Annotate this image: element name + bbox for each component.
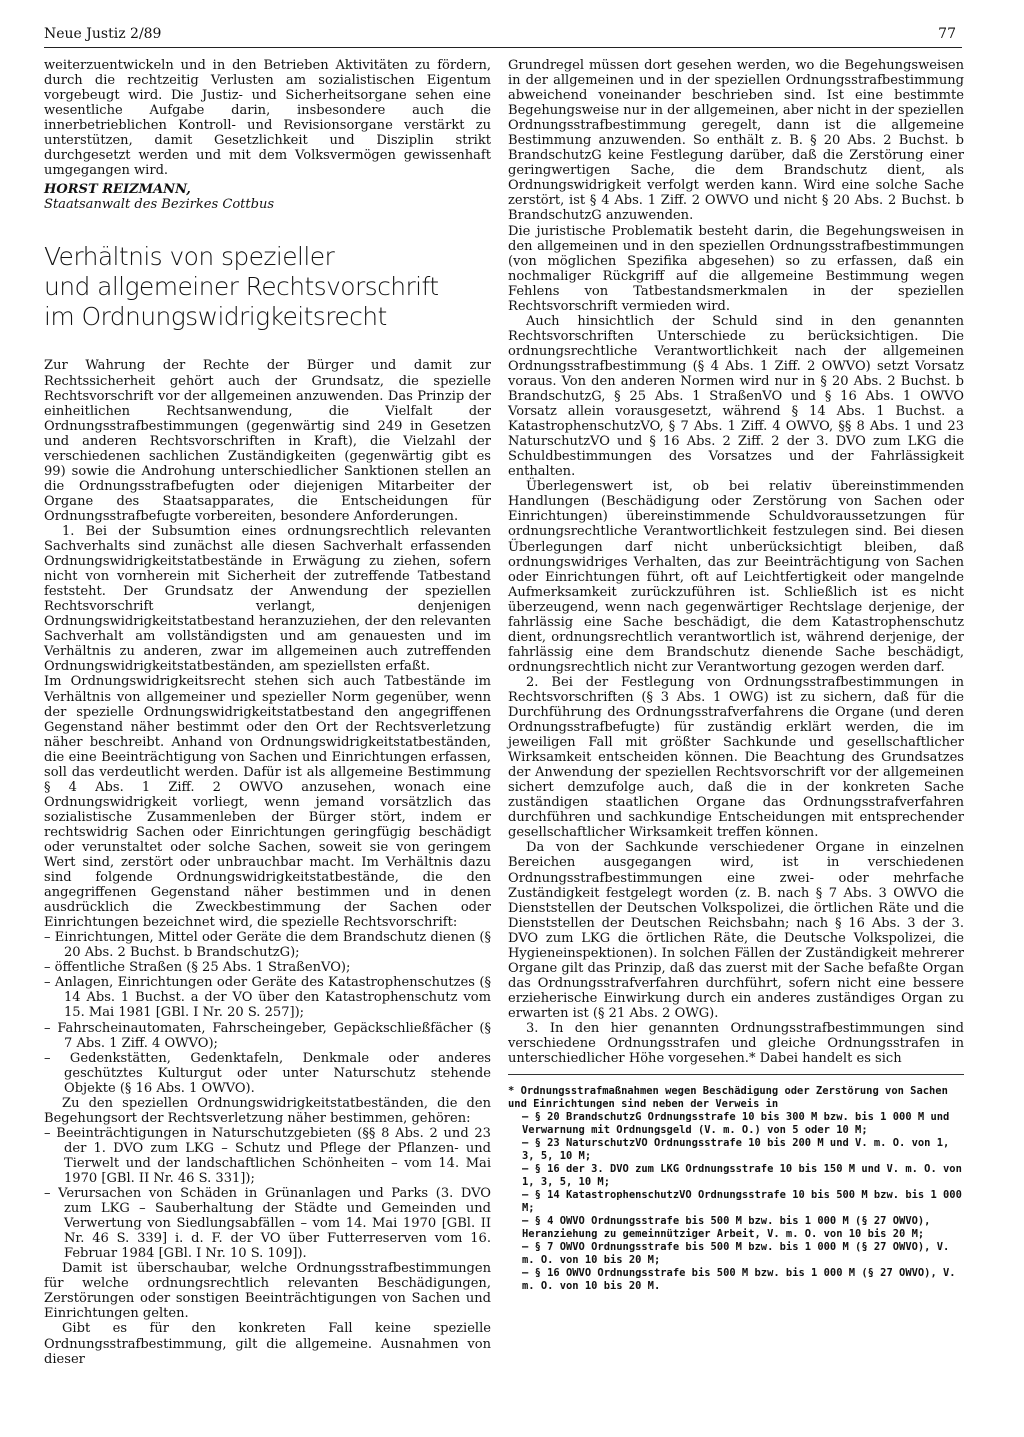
body-paragraph: 1. Bei der Subsumtion eines ordnungsrechtlich relevanten Sachverhalts sind zunächst alle diesen Sachverhalt erfassenden Ordnungswidrigkeitstatbestände in Erwägung zu ziehen, sofern nicht von vornherein mit Sicherheit der zutreffende Tatbestand feststeht. Der Grundsatz der Anwendung der speziellen Rechtsvorschrift verlangt, denjenigen Ordnungswidrigkeitstatbestand heranzuziehen, der den relevanten Sachverhalt am vollständigsten und am genauesten und im Verhältnis zu anderen, zwar im allgemeinen auch zutreffenden Ordnungswidrigkeitstatbeständen, am speziellsten erfaßt.	[44, 523, 491, 675]
list-item: – Anlagen, Einrichtungen oder Geräte des Katastrophenschutzes (§ 14 Abs. 1 Buchst. a der VO über den Katastrophenschutz vom 15. Mai 1981 [GBl. I Nr. 20 S. 257]);	[44, 975, 491, 1021]
header-rule	[44, 47, 962, 48]
body-paragraph: Da von der Sachkunde verschiedener Organe in einzelnen Bereichen ausgegangen wird, ist in verschiedenen Ordnungsstrafbestimmungen eine zwei- oder mehrfache Zuständigkeit festgelegt worden (z. B. nach § 7 Abs. 3 OWVO die Dienststellen der Deutschen Volkspolizei, die örtlichen Räte und die Dienststellen der Deutschen Reichsbahn; nach § 16 Abs. 3 der 3. DVO zum LKG die örtlichen Räte, die Deutsche Volkspolizei, die Hygieneinspektionen). In solchen Fällen der Zuständigkeit mehrerer Organe gilt das Prinzip, daß das zuerst mit der Sache befaßte Organ das Ordnungsstrafverfahren durchführt, sofern nicht eine bessere erzieherische Einwirkung durch ein anderes zuständiges Organ zu erwarten ist (§ 21 Abs. 2 OWG).	[508, 840, 964, 1021]
author-name: HORST REIZMANN,	[44, 182, 191, 198]
body-paragraph: Zur Wahrung der Rechte der Bürger und damit zur Rechtssicherheit gehört auch der Grundsatz, die spezielle Rechtsvorschrift vor der allgemeinen anzuwenden. Das Prinzip der einheitlichen Rechtsanwendung, die Vielfalt der Ordnungsstrafbestimmungen (gegenwärtig sind 249 in Gesetzen und anderen Rechtsvorschriften in Kraft), die Vielzahl der verschiedenen sachlichen Zuständigkeiten (gegenwärtig gibt es 99) sowie die Androhung unterschiedlicher Sanktionen stellen an die Ordnungsstrafbefugten oder diejenigen Mitarbeiter der Organe des Staatsapparates, die Entscheidungen für Ordnungsstrafbefugte vorbereiten, besondere Anforderungen.	[44, 358, 491, 524]
body-paragraph: Zu den speziellen Ordnungswidrigkeitstatbeständen, die den Begehungsort der Rechtsverletzung näher bestimmen, gehören:	[44, 1095, 491, 1126]
journal-header: Neue Justiz 2/89	[44, 26, 162, 42]
left-column	[44, 58, 491, 1367]
footnote-item: – § 16 der 3. DVO zum LKG Ordnungsstrafe 10 bis 150 M und V. m. O. von 1, 3, 5, 10 M;	[522, 1163, 962, 1189]
body-paragraph: Damit ist überschaubar, welche Ordnungsstrafbestimmungen für welche ordnungsrechtlich relevanten Beschädigungen, Zerstörungen oder sonstigen Beeinträchtigungen von Sachen und Einrichtungen gelten.	[44, 1261, 491, 1322]
footnote-item: – § 14 KatastrophenschutzVO Ordnungsstrafe 10 bis 500 M bzw. bis 1 000 M;	[522, 1189, 962, 1215]
list-item: – öffentliche Straßen (§ 25 Abs. 1 StraßenVO);	[44, 960, 351, 976]
body-paragraph: Die juristische Problematik besteht darin, die Begehungsweisen in den allgemeinen und in den speziellen Ordnungsstrafbestimmungen (von möglichen Spezifika abgesehen) so zu erfassen, daß ein nochmaliger Rückgriff auf die allgemeine Bestimmung wegen Fehlens von Tatbestandsmerkmalen in der speziellen Rechtsvorschrift vermieden wird.	[508, 223, 964, 314]
location-list	[44, 1126, 491, 1261]
body-paragraph: Gibt es für den konkreten Fall keine spezielle Ordnungsstrafbestimmung, gilt die allgemeine. Ausnahmen von dieser	[44, 1321, 491, 1367]
body-paragraph: Grundregel müssen dort gesehen werden, wo die Begehungsweisen in der allgemeinen und in der speziellen Ordnungsstrafbestimmung abweichend voneinander beschrieben sind. Ist eine bestimmte Begehungsweise nur in der allgemeinen, aber nicht in der speziellen Ordnungsstrafbestimmung geregelt, dann ist die allgemeine Bestimmung anzuwenden. So enthält z. B. § 20 Abs. 2 Buchst. b BrandschutzG keine Festlegung darüber, daß die Zerstörung einer geringwertigen Sache, die dem Brandschutz dient, als Ordnungswidrigkeit verfolgt werden kann. Wird eine solche Sache zerstört, ist § 4 Abs. 1 Ziff. 2 OWVO und nicht § 20 Abs. 2 Buchst. b BrandschutzG anzuwenden.	[508, 58, 965, 224]
title-line: Verhältnis von spezieller	[44, 242, 335, 272]
footnote-intro: * Ordnungsstrafmaßnahmen wegen Beschädigung oder Zerstörung von Sachen und Einrichtungen sind neben der Verweis in	[508, 1085, 948, 1111]
body-paragraph: 3. In den hier genannten Ordnungsstrafbestimmungen sind verschiedene Ordnungsstrafen und gleiche Ordnungsstrafen in unterschiedlicher Höhe vorgesehen.* Dabei handelt es sich	[508, 1021, 964, 1067]
footnote	[508, 1085, 964, 1293]
title-line: und allgemeiner Rechtsvorschrift	[44, 272, 439, 302]
footnote-item: – § 4 OWVO Ordnungsstrafe bis 500 M bzw. bis 1 000 M (§ 27 OWVO), Heranziehung zu gemeinnütziger Arbeit, V. m. O. von 10 bis 20 M;	[522, 1215, 931, 1241]
footnote-item: – § 16 OWVO Ordnungsstrafe bis 500 M bzw. bis 1 000 M (§ 27 OWVO), V. m. O. von 10 bis 20 M.	[522, 1267, 956, 1293]
list-item: – Beeinträchtigungen in Naturschutzgebieten (§§ 8 Abs. 2 und 23 der 1. DVO zum LKG – Schutz und Pflege der Pflanzen- und Tierwelt und der landschaftlichen Schönheiten – vom 14. Mai 1970 [GBl. II Nr. 46 S. 331]);	[44, 1125, 491, 1186]
footnote-item: – § 7 OWVO Ordnungsstrafe bis 500 M bzw. bis 1 000 M (§ 27 OWVO), V. m. O. von 10 bis 20 M;	[522, 1241, 950, 1267]
list-item: – Gedenkstätten, Gedenktafeln, Denkmale oder anderes geschütztes Kulturgut oder unter Naturschutz stehende Objekte (§ 16 Abs. 1 OWVO).	[44, 1050, 491, 1096]
body-paragraph: Im Ordnungswidrigkeitsrecht stehen sich auch Tatbestände im Verhältnis von allgemeiner und spezieller Norm gegenüber, wenn der spezielle Ordnungswidrigkeitstatbestand den angegriffenen Gegenstand näher bestimmt oder den Ort der Rechtsverletzung näher beschreibt. Anhand von Ordnungswidrigkeitstatbeständen, die eine Beeinträchtigung von Sachen und Einrichtungen erfassen, soll das verdeutlicht werden. Dafür ist als allgemeine Bestimmung § 4 Abs. 1 Ziff. 2 OWVO anzusehen, wonach eine Ordnungswidrigkeit vorliegt, wenn jemand vorsätzlich das sozialistische Zusammenleben der Bürger stört, indem er rechtswidrig Sachen oder Einrichtungen geringfügig beschädigt oder verunstaltet oder solche Sachen, soweit sie von geringem Wert sind, zerstört oder unbrauchbar macht. Im Verhältnis dazu sind folgende Ordnungswidrigkeitstatbestände, die den angegriffenen Gegenstand näher bestimmen und in denen ausdrücklich die Zweckbestimmung der Sachen oder Einrichtungen bezeichnet wird, die spezielle Rechtsvorschrift:	[44, 674, 491, 931]
list-item: – Verursachen von Schäden in Grünanlagen und Parks (3. DVO zum LKG – Sauberhaltung der Städte und Gemeinden und Verwertung von Siedlungsabfällen – vom 14. Mai 1970 [GBl. II Nr. 46 S. 339] i. d. F. der VO über Futterreserven vom 16. Februar 1984 [GBl. I Nr. 10 S. 109]).	[44, 1186, 491, 1262]
title-line: im Ordnungswidrigkeitsrecht	[44, 302, 387, 332]
list-item: – Einrichtungen, Mittel oder Geräte die dem Brandschutz dienen (§ 20 Abs. 2 Buchst. b BrandschutzG);	[44, 930, 491, 961]
article-title	[44, 242, 491, 332]
body-paragraph: Überlegenswert ist, ob bei relativ übereinstimmenden Handlungen (Beschädigung oder Zerstörung von Sachen oder Einrichtungen) übereinstimmende Schuldvoraussetzungen für ordnungsrechtliche Verantwortlichkeit festzulegen sind. Bei diesen Überlegungen darf nicht unberücksichtigt bleiben, daß ordnungswidriges Verhalten, das zur Beeinträchtigung von Sachen oder Einrichtungen führt, oft auf Leichtfertigkeit oder mangelnde Aufmerksamkeit zurückzuführen ist. Schließlich ist es nicht überzeugend, wenn nach gegenwärtiger Rechtslage derjenige, der fahrlässig eine Sache beschädigt, die dem Katastrophenschutz dient, ordnungsrechtlich verantwortlich ist, während derjenige, der fahrlässig eine dem Brandschutz dienende Sache beschädigt, ordnungsrechtlich nicht zur Verantwortung gezogen werden darf.	[508, 479, 964, 675]
footnote-item: – § 23 NaturschutzVO Ordnungsstrafe 10 bis 200 M und V. m. O. von 1, 3, 5, 10 M;	[522, 1137, 950, 1163]
page-number: 77	[938, 26, 956, 42]
intro-paragraph: weiterzuentwickeln und in den Betrieben Aktivitäten zu fördern, durch die rechtzeitig Verlusten am sozialistischen Eigentum vorgebeugt wird. Die Justiz- und Sicherheitsorgane sehen eine wesentliche Aufgabe darin, insbesondere auch die innerbetrieblichen Kontroll- und Revisionsorgane verstärkt zu unterstützen, damit Gesetzlichkeit und Disziplin strikt durchgesetzt werden und mit dem Volksvermögen gewissenhaft umgegangen wird.	[44, 58, 491, 179]
list-item: – Fahrscheinautomaten, Fahrscheingeber, Gepäckschließfächer (§ 7 Abs. 1 Ziff. 4 OWVO);	[44, 1020, 491, 1051]
author-role: Staatsanwalt des Bezirkes Cottbus	[44, 197, 275, 213]
body-paragraph: 2. Bei der Festlegung von Ordnungsstrafbestimmungen in Rechtsvorschriften (§ 3 Abs. 1 OWG) ist zu sichern, daß für die Durchführung des Ordnungsstrafverfahrens die Organe (und deren Ordnungsstrafbefugte) für zuständig erklärt werden, die im jeweiligen Fall mit größter Sachkunde und gesellschaftlicher Wirksamkeit entscheiden können. Die Beachtung des Grundsatzes der Anwendung der speziellen Rechtsvorschrift vor der allgemeinen sichert demzufolge auch, daß die in der konkreten Sache zuständigen staatlichen Organe das Ordnungsstrafverfahren durchführen und sachkundige Entscheidungen mit entsprechender gesellschaftlicher Wirksamkeit treffen können.	[508, 674, 964, 841]
right-column	[508, 58, 964, 1293]
object-list	[44, 930, 491, 1096]
footnote-item: – § 20 BrandschutzG Ordnungsstrafe 10 bis 300 M bzw. bis 1 000 M und Verwarnung mit Ordnungsgeld (V. m. O.) von 5 oder 10 M;	[522, 1111, 950, 1137]
footnote-rule	[508, 1074, 964, 1075]
body-paragraph: Auch hinsichtlich der Schuld sind in den genannten Rechtsvorschriften Unterschiede zu berücksichtigen. Die ordnungsrechtliche Verantwortlichkeit nach der allgemeinen Ordnungsstrafbestimmung (§ 4 Abs. 1 Ziff. 2 OWVO) setzt Vorsatz voraus. Von den anderen Normen wird nur in § 20 Abs. 2 Buchst. b BrandschutzG, § 25 Abs. 1 StraßenVO und § 16 Abs. 1 OWVO Vorsatz allein vorausgesetzt, während § 14 Abs. 1 Buchst. a KatastrophenschutzVO, § 7 Abs. 1 Ziff. 4 OWVO, §§ 8 Abs. 1 und 23 NaturschutzVO und § 16 Abs. 2 Ziff. 2 der 3. DVO zum LKG die Schuldbestimmungen des Vorsatzes und der Fahrlässigkeit enthalten.	[508, 313, 964, 480]
